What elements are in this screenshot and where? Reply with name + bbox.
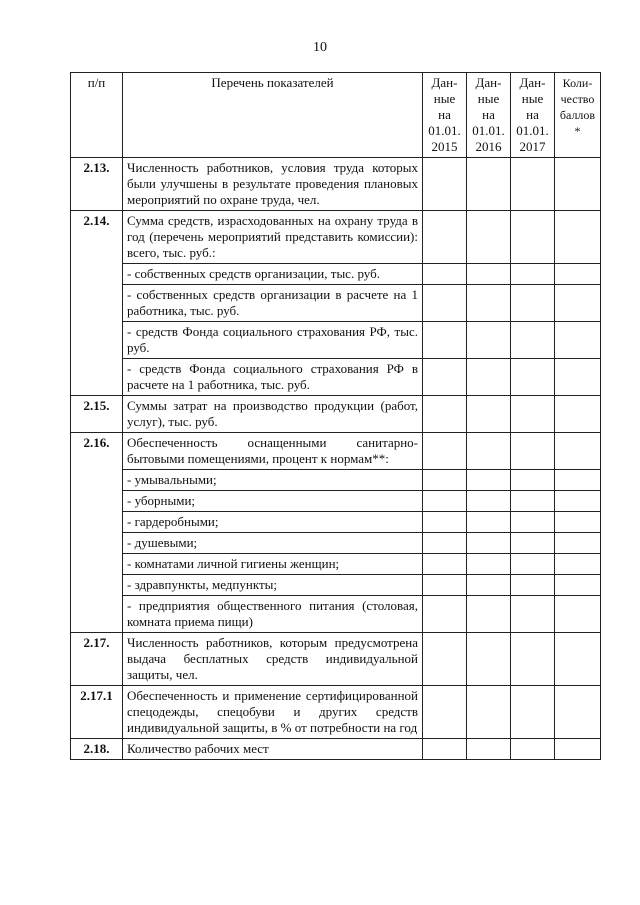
row-number: 2.14. (71, 211, 123, 264)
value-2016-cell (467, 264, 511, 285)
table-row (71, 575, 601, 596)
row-indicator: - собственных средств организации, тыс. руб. (123, 264, 423, 285)
value-2016-cell (467, 433, 511, 470)
row-number: 2.13. (71, 158, 123, 211)
row-number (71, 470, 123, 491)
value-2015-cell (423, 359, 467, 396)
value-2016-cell (467, 739, 511, 760)
score-cell (555, 512, 601, 533)
value-2017-cell (511, 433, 555, 470)
value-2016-cell (467, 359, 511, 396)
header-year-2015: Дан- ные на 01.01. 2015 (423, 73, 467, 158)
score-cell (555, 491, 601, 512)
row-number: 2.17. (71, 633, 123, 686)
score-cell (555, 686, 601, 739)
value-2016-cell (467, 633, 511, 686)
row-number (71, 596, 123, 633)
table-row (71, 633, 601, 686)
row-indicator: - здравпункты, медпункты; (123, 575, 423, 596)
row-indicator: Сумма средств, израсходованных на охрану труда в год (перечень мероприятий представить комиссии): всего, тыс. руб.: (123, 211, 423, 264)
table-row (71, 596, 601, 633)
row-indicator: Численность работников, условия труда которых были улучшены в результате проведения плановых мероприятий по охране труда, чел. (123, 158, 423, 211)
value-2015-cell (423, 264, 467, 285)
score-cell (555, 633, 601, 686)
value-2017-cell (511, 211, 555, 264)
value-2016-cell (467, 686, 511, 739)
row-number (71, 322, 123, 359)
table-row (71, 491, 601, 512)
row-indicator: - средств Фонда социального страхования РФ, тыс. руб. (123, 322, 423, 359)
table-row (71, 433, 601, 470)
score-cell (555, 575, 601, 596)
score-cell (555, 596, 601, 633)
table-row (71, 359, 601, 396)
value-2017-cell (511, 554, 555, 575)
table-row (71, 211, 601, 264)
table-row (71, 533, 601, 554)
value-2016-cell (467, 396, 511, 433)
value-2017-cell (511, 359, 555, 396)
value-2017-cell (511, 470, 555, 491)
score-cell (555, 554, 601, 575)
row-indicator: - душевыми; (123, 533, 423, 554)
score-cell (555, 285, 601, 322)
row-indicator: Количество рабочих мест (123, 739, 423, 760)
value-2016-cell (467, 491, 511, 512)
table-row (71, 739, 601, 760)
table-header-row (71, 73, 601, 158)
table-row (71, 554, 601, 575)
row-indicator: Численность работников, которым предусмотрена выдача бесплатных средств индивидуальной защиты, чел. (123, 633, 423, 686)
value-2015-cell (423, 739, 467, 760)
value-2017-cell (511, 285, 555, 322)
row-indicator: Обеспеченность оснащенными санитарно-бытовыми помещениями, процент к нормам**: (123, 433, 423, 470)
row-indicator: - средств Фонда социального страхования РФ в расчете на 1 работника, тыс. руб. (123, 359, 423, 396)
value-2016-cell (467, 211, 511, 264)
table-row (71, 158, 601, 211)
row-number: 2.17.1 (71, 686, 123, 739)
value-2015-cell (423, 686, 467, 739)
value-2017-cell (511, 512, 555, 533)
header-indicator-list: Перечень показателей (123, 73, 423, 158)
score-cell (555, 470, 601, 491)
header-score: Коли- чество баллов * (555, 73, 601, 158)
score-cell (555, 533, 601, 554)
row-number: 2.15. (71, 396, 123, 433)
row-indicator: Суммы затрат на производство продукции (работ, услуг), тыс. руб. (123, 396, 423, 433)
value-2015-cell (423, 396, 467, 433)
row-number (71, 533, 123, 554)
header-year-2017: Дан- ные на 01.01. 2017 (511, 73, 555, 158)
value-2015-cell (423, 533, 467, 554)
row-number (71, 554, 123, 575)
row-indicator: - гардеробными; (123, 512, 423, 533)
score-cell (555, 264, 601, 285)
table-row (71, 396, 601, 433)
value-2016-cell (467, 596, 511, 633)
row-indicator: - умывальными; (123, 470, 423, 491)
table-row (71, 264, 601, 285)
row-number (71, 285, 123, 322)
value-2017-cell (511, 596, 555, 633)
value-2015-cell (423, 491, 467, 512)
value-2017-cell (511, 158, 555, 211)
table-row (71, 285, 601, 322)
value-2015-cell (423, 575, 467, 596)
row-number (71, 264, 123, 285)
row-indicator: - комнатами личной гигиены женщин; (123, 554, 423, 575)
value-2015-cell (423, 433, 467, 470)
score-cell (555, 322, 601, 359)
value-2017-cell (511, 739, 555, 760)
value-2017-cell (511, 491, 555, 512)
value-2015-cell (423, 470, 467, 491)
value-2017-cell (511, 264, 555, 285)
row-number: 2.16. (71, 433, 123, 470)
value-2015-cell (423, 554, 467, 575)
value-2016-cell (467, 533, 511, 554)
row-indicator: - уборными; (123, 491, 423, 512)
value-2016-cell (467, 285, 511, 322)
value-2016-cell (467, 554, 511, 575)
row-indicator: - собственных средств организации в расчете на 1 работника, тыс. руб. (123, 285, 423, 322)
value-2015-cell (423, 596, 467, 633)
header-num: п/п (71, 73, 123, 158)
value-2017-cell (511, 322, 555, 359)
value-2016-cell (467, 470, 511, 491)
value-2015-cell (423, 512, 467, 533)
row-indicator: Обеспеченность и применение сертифицированной спецодежды, спецобуви и других средств индивидуальной защиты, в % от потребности на год (123, 686, 423, 739)
value-2017-cell (511, 575, 555, 596)
score-cell (555, 396, 601, 433)
value-2016-cell (467, 158, 511, 211)
value-2016-cell (467, 322, 511, 359)
value-2016-cell (467, 512, 511, 533)
value-2015-cell (423, 633, 467, 686)
value-2015-cell (423, 285, 467, 322)
score-cell (555, 433, 601, 470)
indicators-table (70, 72, 601, 760)
value-2017-cell (511, 686, 555, 739)
score-cell (555, 211, 601, 264)
value-2017-cell (511, 533, 555, 554)
value-2017-cell (511, 633, 555, 686)
value-2017-cell (511, 396, 555, 433)
score-cell (555, 739, 601, 760)
value-2015-cell (423, 158, 467, 211)
header-year-2016: Дан- ные на 01.01. 2016 (467, 73, 511, 158)
row-number (71, 491, 123, 512)
page-number: 10 (313, 40, 327, 55)
value-2016-cell (467, 575, 511, 596)
value-2015-cell (423, 322, 467, 359)
row-number: 2.18. (71, 739, 123, 760)
table-row (71, 470, 601, 491)
table-row (71, 322, 601, 359)
row-number (71, 359, 123, 396)
score-cell (555, 359, 601, 396)
row-indicator: - предприятия общественного питания (столовая, комната приема пищи) (123, 596, 423, 633)
table-row (71, 686, 601, 739)
table-row (71, 512, 601, 533)
score-cell (555, 158, 601, 211)
value-2015-cell (423, 211, 467, 264)
row-number (71, 512, 123, 533)
row-number (71, 575, 123, 596)
